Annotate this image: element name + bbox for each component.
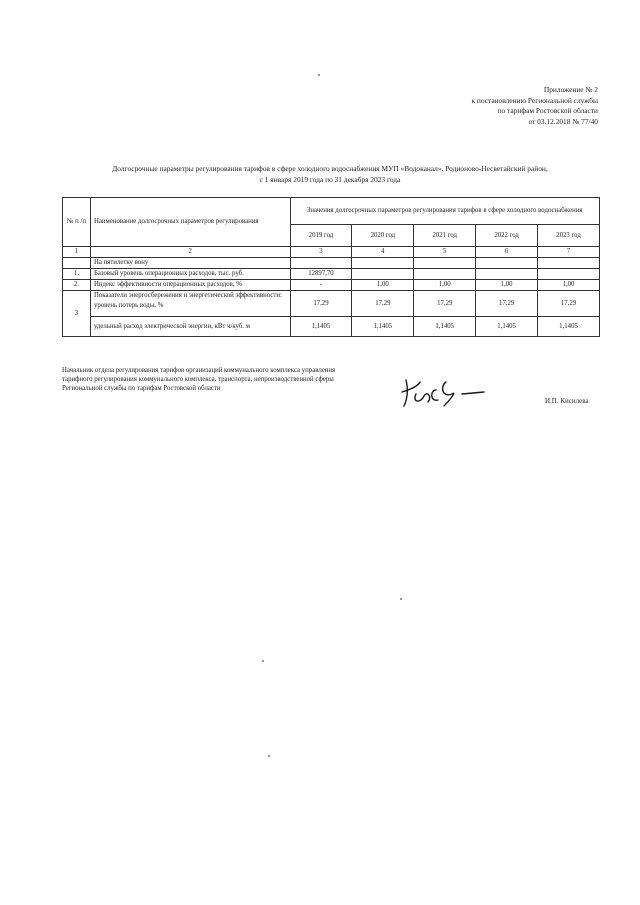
parameters-table xyxy=(62,197,600,337)
row-value: 1,1405 xyxy=(414,317,476,337)
appendix-header xyxy=(471,85,598,127)
scan-speck xyxy=(268,755,270,757)
scan-speck xyxy=(262,660,264,662)
empty-cell xyxy=(352,258,414,269)
year-2022: 2022 год xyxy=(476,225,538,247)
row-value: 1,1405 xyxy=(538,317,600,337)
col-number: 1 xyxy=(63,247,91,258)
empty-cell xyxy=(476,258,538,269)
section-label: На пятилетку вону xyxy=(90,258,290,269)
row-value: 17,29 xyxy=(476,291,538,317)
row-value: 1,00 xyxy=(538,280,600,291)
table-row xyxy=(63,280,600,291)
sub-parameter-name: уровень потерь воды, % xyxy=(93,302,164,309)
header-number: № п /п xyxy=(63,198,91,247)
appendix-line-1: Приложение № 2 xyxy=(543,85,598,94)
appendix-line-3: по тарифам Ростовской области xyxy=(497,106,598,115)
row-value: 1,00 xyxy=(352,280,414,291)
row-value: - xyxy=(290,280,352,291)
row-parameter-name: Индекс эффективности операционных расходов, % xyxy=(90,280,290,291)
year-2020: 2020 год xyxy=(352,225,414,247)
header-row xyxy=(63,198,600,225)
row-value: 1,1405 xyxy=(476,317,538,337)
scan-speck xyxy=(400,598,402,600)
section-row xyxy=(63,258,600,269)
section-number-cell xyxy=(63,258,91,269)
col-number: 6 xyxy=(476,247,538,258)
row-number: 2. xyxy=(63,280,91,291)
row-value xyxy=(538,269,600,280)
appendix-line-2: к постановлению Региональной службы xyxy=(471,95,598,105)
empty-cell xyxy=(414,258,476,269)
row-value xyxy=(352,269,414,280)
year-2019: 2019 год xyxy=(290,225,352,247)
col-number: 5 xyxy=(414,247,476,258)
column-numbers-row xyxy=(63,247,600,258)
table-row xyxy=(63,291,600,317)
table-row xyxy=(63,317,600,337)
col-number: 4 xyxy=(352,247,414,258)
row-value xyxy=(476,269,538,280)
row-value: 12897,70 xyxy=(290,269,352,280)
appendix-line-4: от 03.12.2018 № 77/40 xyxy=(528,116,598,126)
title-line-2: с 1 января 2019 года по 31 декабря 2023 года xyxy=(259,175,401,184)
row-value: 1,00 xyxy=(476,280,538,291)
signatory-name: И.П. Кисилева xyxy=(545,397,589,405)
col-number: 3 xyxy=(290,247,352,258)
row-value: 17,29 xyxy=(352,291,414,317)
empty-cell xyxy=(538,258,600,269)
row-value: 1,1405 xyxy=(352,317,414,337)
title-line-1: Долгосрочные параметры регулирования тарифов в сфере холодного водоснабжения МУП «Водоканал», Родионово-Несветайский район, xyxy=(112,164,548,173)
row-value: 17,29 xyxy=(290,291,352,317)
row-value: 1,00 xyxy=(414,280,476,291)
sub-parameter-name: удельный расход электрической энергии, кВт ч/куб. м xyxy=(90,317,290,337)
row-value xyxy=(414,269,476,280)
header-parameter-name: Наименование долгосрочных параметров регулирования xyxy=(90,198,290,247)
col-number: 7 xyxy=(538,247,600,258)
year-2021: 2021 год xyxy=(414,225,476,247)
row-value: 17,29 xyxy=(414,291,476,317)
document-title xyxy=(60,163,600,185)
row-parameter-name xyxy=(90,291,290,317)
group-label: Показатели энергосбережения и энергетической эффективности: xyxy=(93,292,282,299)
empty-cell xyxy=(290,258,352,269)
row-number: 1. xyxy=(63,269,91,280)
row-parameter-name: Базовый уровень операционных расходов, тыс. руб. xyxy=(90,269,290,280)
row-value: 1,1405 xyxy=(290,317,352,337)
header-values: Значения долгосрочных параметров регулирования тарифов в сфере холодного водоснабжения xyxy=(290,198,599,225)
scan-speck xyxy=(318,74,320,76)
handwritten-signature xyxy=(398,372,508,412)
col-number: 2 xyxy=(90,247,290,258)
year-2023: 2023 год xyxy=(538,225,600,247)
table-row xyxy=(63,269,600,280)
row-value: 17,29 xyxy=(538,291,600,317)
row-number: 3 xyxy=(63,291,91,337)
signatory-position: Начальник отдела регулирования тарифов организаций коммунального комплекса управления тарифного регулирования коммунального комплекса, транспорта, непроизводственной сферы Региональной службы по тарифам Ростовской области xyxy=(62,367,336,392)
